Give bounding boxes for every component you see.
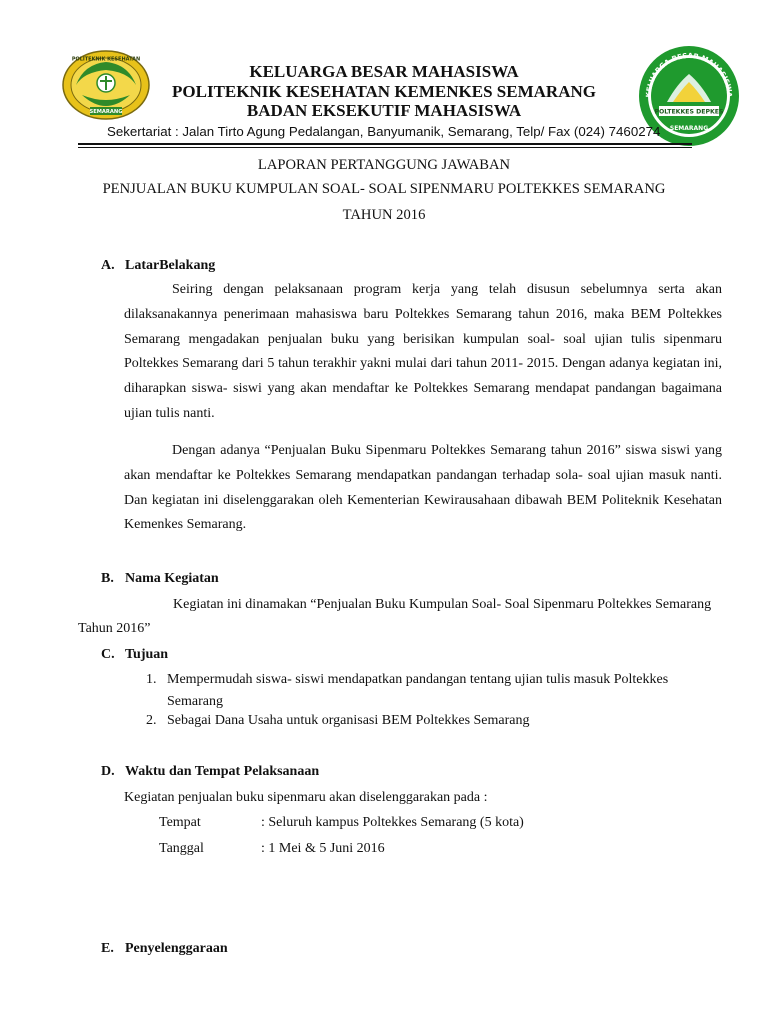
section-d-intro: Kegiatan penjualan buku sipenmaru akan diselenggarakan pada : (124, 790, 488, 805)
svg-text:SEMARANG: SEMARANG (669, 125, 709, 132)
svg-text:POLTEKKES DEPKES: POLTEKKES DEPKES (654, 108, 724, 116)
tempat-value: : Seluruh kampus Poltekkes Semarang (5 kota) (261, 815, 524, 830)
org-name-line3: BADAN EKSEKUTIF MAHASISWA (246, 101, 522, 120)
section-b-paragraph (78, 593, 718, 641)
section-letter: B. (101, 571, 114, 586)
list-item (146, 710, 726, 732)
section-a-paragraph-2: Dengan adanya “Penjualan Buku Sipenmaru Poltekkes Semarang tahun 2016” siswa siswi yang akan mendaftar ke Poltekkes Semarang mendapatkan pandangan terhadap sola- soal ujian masuk nanti. Dan kegiatan ini diselenggarakan oleh Kementerian Kewirausahaan dibawah BEM Politeknik Kesehatan Kemenkes Semarang. (124, 443, 722, 533)
section-letter: A. (101, 258, 115, 273)
tanggal-value: : 1 Mei & 5 Juni 2016 (261, 841, 385, 856)
tempat-label: Tempat (159, 815, 201, 830)
section-letter: E. (101, 941, 114, 956)
header-rule-thick (78, 143, 692, 145)
section-b-text: Kegiatan ini dinamakan “Penjualan Buku Kumpulan Soal- Soal Sipenmaru Poltekkes Semarang Tahun 2016” (78, 597, 712, 636)
section-letter: C. (101, 647, 115, 662)
header-rule-thin (78, 147, 692, 148)
section-e-heading (101, 940, 228, 958)
svg-text:KELUARGA BESAR MAHASISWA: KELUARGA BESAR MAHASISWA (644, 51, 734, 98)
list-number: 2. (146, 713, 157, 728)
list-number: 1. (146, 672, 157, 687)
section-letter: D. (101, 764, 115, 779)
tanggal-label: Tanggal (159, 841, 204, 856)
section-b-heading (101, 570, 219, 588)
list-text: Mempermudah siswa- siswi mendapatkan pandangan tentang ujian tulis masuk Poltekkes Semarang (167, 672, 669, 709)
section-a-heading (101, 257, 215, 275)
section-d-heading (101, 763, 319, 781)
section-title: Waktu dan Tempat Pelaksanaan (125, 764, 320, 779)
secretariat-address: Sekertariat : Jalan Tirto Agung Pedalangan, Banyumanik, Semarang, Telp/ Fax (024) 7460274 (107, 124, 661, 139)
report-title-line1: LAPORAN PERTANGGUNG JAWABAN (257, 157, 511, 173)
section-title: Penyelenggaraan (125, 941, 228, 956)
report-title-line2: PENJUALAN BUKU KUMPULAN SOAL- SOAL SIPENMARU POLTEKKES SEMARANG (102, 181, 666, 197)
section-a-paragraph-1: Seiring dengan pelaksanaan program kerja yang telah disusun sebelumnya serta akan dilaksanakannya penerimaan mahasiswa baru Poltekkes Semarang tahun 2016, maka BEM Poltekkes Semarang mengadakan penjualan buku yang berisikan kumpulan soal- soal ujian tulis sipenmaru Poltekkes Semarang dari 5 tahun terakhir yakni mulai dari tahun 2011- 2015. Dengan adanya kegiatan ini, diharapkan siswa- siswi yang akan mendaftar ke Poltekkes Semarang mendapat pandangan bagaimana ujian tulis nanti. (124, 282, 722, 421)
section-title: Nama Kegiatan (125, 571, 219, 586)
list-item (146, 669, 726, 713)
section-c-heading (101, 646, 168, 664)
org-name-line2: POLITEKNIK KESEHATAN KEMENKES SEMARANG (172, 82, 596, 101)
list-text: Sebagai Dana Usaha untuk organisasi BEM Poltekkes Semarang (167, 713, 530, 728)
report-title-line3: TAHUN 2016 (342, 207, 426, 223)
svg-text:SEMARANG: SEMARANG (89, 109, 123, 115)
section-title: Tujuan (125, 647, 169, 662)
section-title: LatarBelakang (125, 258, 216, 273)
org-name-line1: KELUARGA BESAR MAHASISWA (249, 62, 519, 81)
svg-text:POLITEKNIK KESEHATAN: POLITEKNIK KESEHATAN (71, 56, 141, 63)
